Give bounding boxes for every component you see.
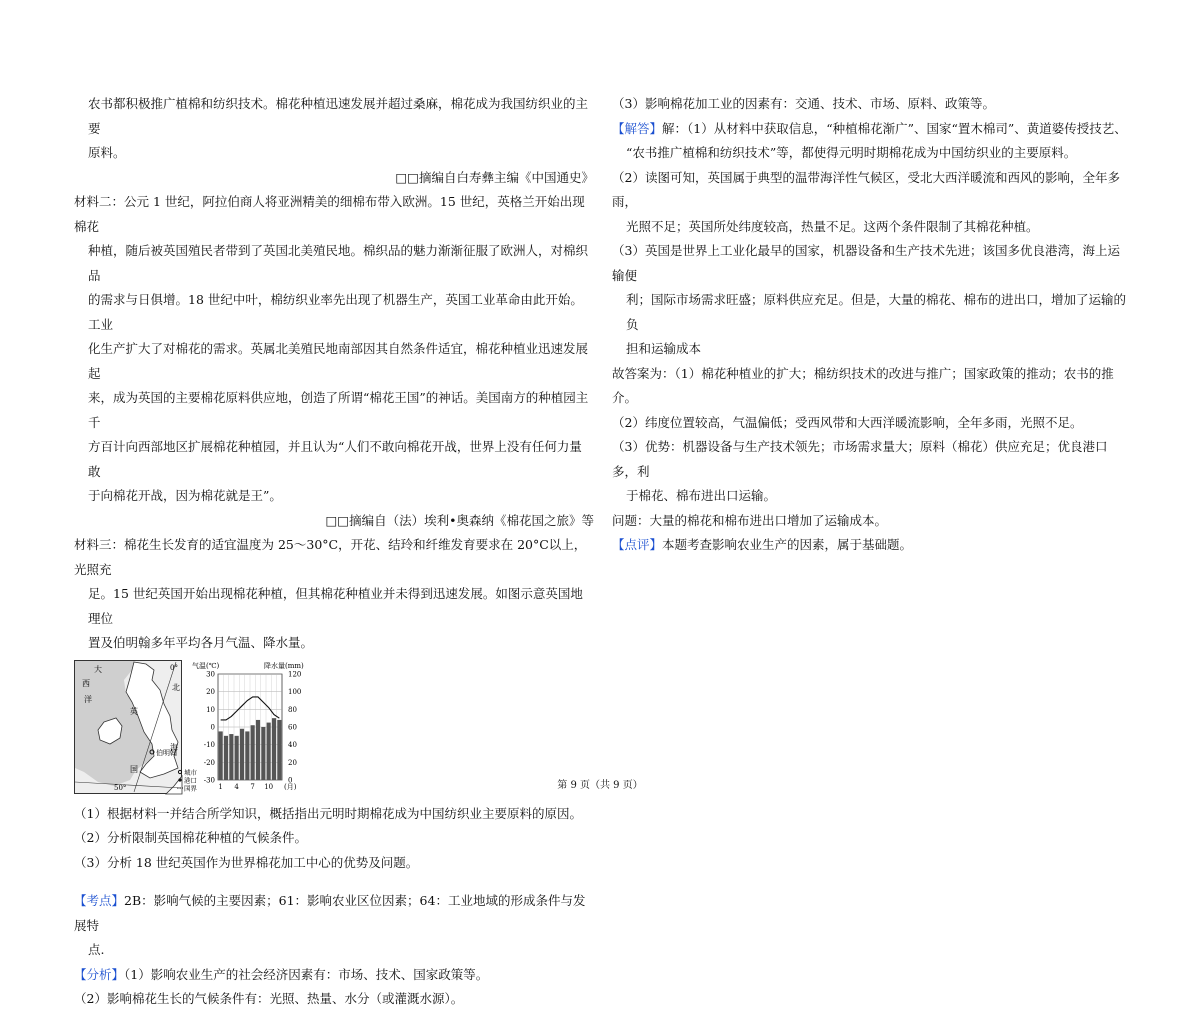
temp-tick-label: -30 [203,776,215,784]
precip-axis-title: 降水量(mm) [264,661,304,670]
jieda-line2: “农书推广植棉和纺织技术”等，都使得元明时期棉花成为中国纺织业的主要原料。 [626,145,1077,160]
page-footer: 第 9 页（共 9 页） [557,780,643,791]
jieda-text: 解：（1）从材料中获取信息，“种植棉花渐广”、国家“置木棉司”、黄道婆传授技艺、 [662,120,1127,136]
material2-line6: 方百计向西部地区扩展棉花种植园，并且认为“人们不敢向棉花开战，世界上没有任何力量敢 [88,439,582,479]
temp-tick-label: 0 [210,723,215,731]
material2-line5: 来，成为英国的主要棉花原料供应地，创造了所谓“棉花王国”的神话。美国南方的种植园主千 [88,390,589,430]
map-label-ying: 英 [130,706,138,716]
precip-tick-label: 0 [288,776,293,784]
map-label-0deg: 0° [170,663,178,672]
month-tick-label: 1 [218,782,223,791]
temp-tick-label: -10 [203,740,215,749]
jieda-tag: 【解答】 [612,120,663,136]
fenxi-line3: （3）影响棉花加工业的因素有：交通、技术、市场、原料、政策等。 [612,96,995,111]
month-tick-label: (月) [284,782,297,791]
dianping-tag: 【点评】 [612,537,663,552]
map-label-birmingham: 伯明翰 [156,748,177,757]
jieda2-line2: 光照不足；英国所处纬度较高，热量不足。这两个条件限制了其棉花种植。 [626,218,1039,234]
answer-1: 故答案为：（1）棉花种植业的扩大；棉纺织技术的改进与推广；国家政策的推动；农书的推介。 [612,365,1114,405]
precip-bar [235,735,239,779]
precip-tick-label: 60 [288,723,297,731]
material3-line2: 足。15 世纪英国开始出现棉花种植，但其棉花种植业并未得到迅速发展。如图示意英国地理位 [88,586,583,626]
map-label-50deg: 50° [114,783,127,792]
jieda3-line1: （3）英国是世界上工业化最早的国家，机器设备和生产技术先进；该国多优良港湾，海上运输便 [612,243,1120,283]
kaodian-line2: 点. [88,942,105,957]
precip-bar [256,719,260,779]
left-column [74,92,594,1012]
precip-bar [272,718,276,780]
map-label-da: 大 [94,664,102,674]
precip-tick-label: 40 [288,740,297,749]
dianping-text: 本题考查影响农业生产的因素，属于基础题。 [662,537,913,552]
month-tick-label: 4 [234,782,239,791]
map-label-yang: 洋 [84,694,92,704]
source-citation-2: □□摘编自（法）埃利•奥森纳《棉花国之旅》等 [325,512,594,528]
material2-line2: 种植，随后被英国殖民者带到了英国北美殖民地。棉织品的魅力渐渐征服了欧洲人，对棉织品 [88,243,589,283]
legend-border: 国界 [184,784,197,792]
material2-line7: 于向棉花开战，因为棉花就是王”。 [88,488,282,503]
dianping-line [612,533,1132,558]
legend-port: 港口 [184,776,197,784]
precip-bar [261,727,265,780]
material2-line3: 的需求与日俱增。18 世纪中叶，棉纺织业率先出现了机器生产，英国工业革命由此开始。工业 [88,292,583,332]
jieda-line1 [612,117,1132,142]
month-tick-label: 10 [264,782,274,791]
month-tick-label: 7 [250,782,255,791]
material1-tail-line2: 原料。 [88,145,126,160]
jieda3-line2: 利；国际市场需求旺盛；原料供应充足。但是，大量的棉花、棉布的进出口，增加了运输的负 [626,292,1127,332]
source-citation-1: □□摘编自白寿彝主编《中国通史》 [395,169,594,185]
map-label-bei: 北 [172,682,180,692]
temp-tick-label: 10 [206,705,215,714]
fenxi-text: （1）影响农业生产的社会经济因素有：市场、技术、国家政策等。 [124,966,489,982]
precip-bar [267,722,271,779]
temp-axis-title: 气温(℃) [192,661,220,670]
right-column [612,92,1132,558]
uk-map [74,660,182,794]
answer-2: （2）纬度位置较高，气温偏低；受西风带和大西洋暖流影响，全年多雨，光照不足。 [612,414,1083,430]
map-label-xi: 西 [82,678,90,688]
precip-tick-label: 100 [288,687,302,696]
precip-bar [251,725,255,780]
precip-tick-label: 20 [288,758,297,767]
material3-line1: 材料三：棉花生长发育的适宜温度为 25～30°C，开花、结玲和纤维发育要求在 20°C以上，光照充 [74,537,587,577]
kaodian-text: 2B：影响气候的主要因素；61：影响农业区位因素；64：工业地域的形成条件与发展特 [74,893,586,933]
jieda2-line1: （2）读图可知，英国属于典型的温带海洋性气候区，受北大西洋暖流和西风的影响，全年多雨， [612,169,1120,209]
material1-tail-line1: 农书都积极推广植棉和纺织技术。棉花种植迅速发展并超过桑麻，棉花成为我国纺织业的主要 [88,96,589,136]
map-label-hai: 海 [170,742,178,752]
precip-bar [219,731,223,780]
precip-bar [224,735,228,779]
precip-bar [240,728,244,779]
kaodian-tag: 【考点】 [74,893,125,908]
question-1: （1）根据材料一并结合所学知识，概括指出元明时期棉花成为中国纺织业主要原料的原因。 [74,805,582,821]
question-2: （2）分析限制英国棉花种植的气候条件。 [74,830,307,845]
answer-3-line2: 于棉花、棉布进出口运输。 [626,488,777,503]
answer-problem: 问题：大量的棉花和棉布进出口增加了运输成本。 [612,512,888,528]
map-label-guo: 国 [130,764,138,774]
fenxi-line1 [74,963,594,988]
answer-3-line1: （3）优势：机器设备与生产技术领先；市场需求量大；原料（棉花）供应充足；优良港口多，利 [612,439,1108,479]
temp-tick-label: 20 [206,687,215,696]
fenxi-tag: 【分析】 [74,966,125,982]
kaodian-line1 [74,889,594,938]
material3-line3: 置及伯明翰多年平均各月气温、降水量。 [88,635,314,650]
precip-bar [229,734,233,780]
precip-bar [277,719,281,779]
temp-tick-label: -20 [203,758,215,767]
question-3: （3）分析 18 世纪英国作为世界棉花加工中心的优势及问题。 [74,854,419,870]
jieda3-line3: 担和运输成本 [626,341,702,356]
precip-tick-label: 120 [288,670,302,678]
precip-bar [245,731,249,780]
legend-city: 城市 [184,768,197,776]
precip-tick-label: 80 [288,705,297,714]
fenxi-line2: （2）影响棉花生长的气候条件有：光照、热量、水分（或灌溉水源）。 [74,991,464,1006]
temp-tick-label: 30 [206,670,215,678]
material2-line4: 化生产扩大了对棉花的需求。英属北美殖民地南部因其自然条件适宜，棉花种植业迅速发展起 [88,341,589,381]
material2-line1: 材料二：公元 1 世纪，阿拉伯商人将亚洲精美的细棉布带入欧洲。15 世纪，英格兰开始出现棉花 [74,194,585,234]
